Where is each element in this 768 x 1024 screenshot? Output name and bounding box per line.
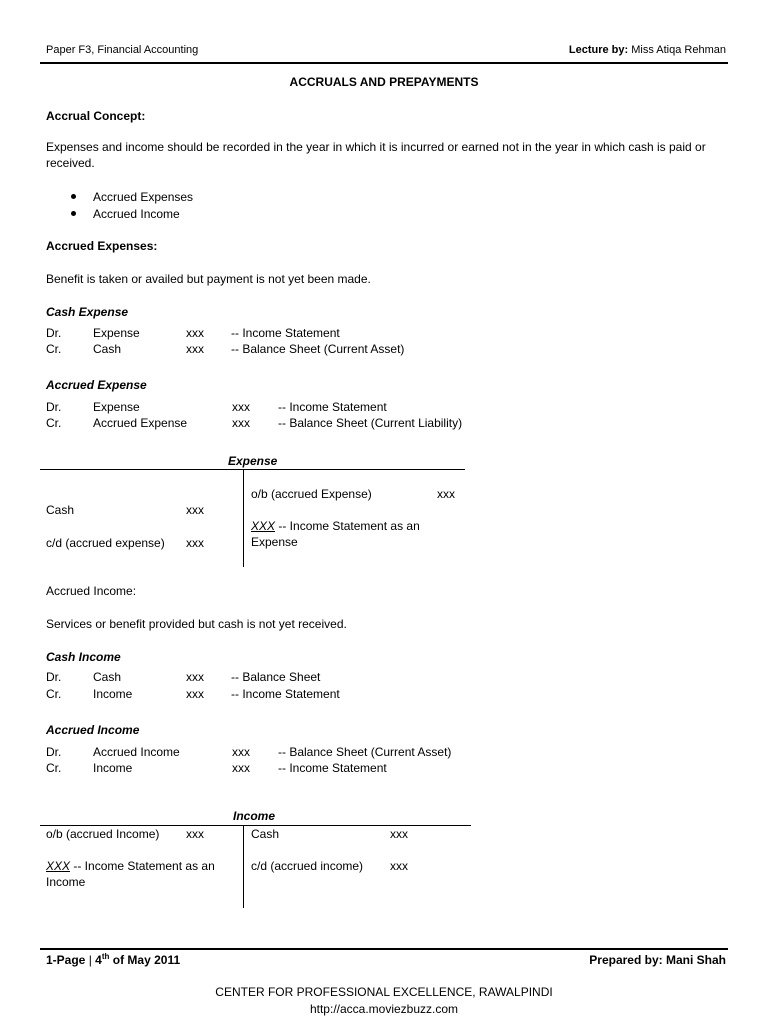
expense-t-divider: [243, 470, 244, 567]
bullet-item-accrued-expenses: Accrued Expenses: [93, 190, 194, 204]
entry-note: -- Income Statement: [278, 761, 387, 775]
date-day-suffix: th: [101, 952, 110, 961]
expense-t-cash-amount: xxx: [186, 503, 204, 517]
footer-url: http://acca.moviezbuzz.com: [309, 1002, 459, 1016]
expense-t-is-amount: XXX: [251, 519, 276, 533]
entry-account: Expense: [93, 326, 140, 340]
income-t-is-amount: XXX: [46, 859, 71, 873]
expense-t-cash-label: Cash: [46, 503, 75, 517]
entry-amount: xxx: [232, 416, 250, 430]
entry-side: Dr.: [46, 670, 62, 684]
income-t-cd-label: c/d (accrued income): [251, 859, 364, 873]
lecturer-name: Miss Atiqa Rehman: [631, 44, 726, 56]
entry-note: -- Balance Sheet (Current Asset): [231, 342, 405, 356]
accrual-concept-text: Expenses and income should be recorded in the year in which it is incurred or earned not in the year in which cash is paid or received.: [46, 140, 706, 170]
entry-account: Cash: [93, 670, 122, 684]
income-t-is-text: -- Income Statement as an Income: [46, 859, 215, 889]
expense-t-is-text: -- Income Statement as an Expense: [251, 519, 420, 549]
entry-note: -- Balance Sheet (Current Asset): [278, 745, 452, 759]
entry-side: Cr.: [46, 342, 62, 356]
entry-amount: xxx: [232, 761, 250, 775]
accrued-income-section-text: Services or benefit provided but cash is not yet received.: [46, 617, 347, 631]
page-separator: |: [88, 953, 92, 967]
entry-account: Income: [93, 761, 133, 775]
income-t-ob-label: o/b (accrued Income): [46, 827, 160, 841]
footer-institution: CENTER FOR PROFESSIONAL EXCELLENCE, RAWALPINDI: [215, 985, 553, 999]
bullet-icon: [71, 211, 76, 216]
income-t-divider: [243, 826, 244, 908]
entry-account: Accrued Expense: [93, 416, 188, 430]
entry-note: -- Balance Sheet (Current Liability): [278, 416, 463, 430]
accrued-expenses-heading: Accrued Expenses:: [46, 239, 158, 253]
income-t-cash-amount: xxx: [390, 827, 408, 841]
entry-note: -- Income Statement: [278, 400, 387, 414]
entry-side: Cr.: [46, 416, 62, 430]
entry-note: -- Income Statement: [231, 326, 340, 340]
accrued-expense-heading: Accrued Expense: [46, 378, 147, 392]
entry-amount: xxx: [186, 342, 204, 356]
entry-account: Income: [93, 687, 133, 701]
expense-t-top-rule: [40, 469, 465, 470]
entry-note: -- Income Statement: [231, 687, 340, 701]
expense-t-title: Expense: [228, 454, 278, 468]
entry-account: Cash: [93, 342, 122, 356]
entry-side: Cr.: [46, 761, 62, 775]
income-t-ob-amount: xxx: [186, 827, 204, 841]
income-t-cash-label: Cash: [251, 827, 280, 841]
expense-t-income-statement: [251, 518, 451, 550]
entry-account: Accrued Income: [93, 745, 180, 759]
prepared-label: Prepared by:: [589, 953, 663, 967]
lecturer-label: Lecture by:: [568, 44, 629, 56]
entry-amount: xxx: [232, 400, 250, 414]
bullet-item-accrued-income: Accrued Income: [93, 207, 180, 221]
bullet-icon: [71, 194, 76, 199]
accrued-income-section-heading: Accrued Income:: [46, 584, 137, 598]
expense-t-cd-label: c/d (accrued expense): [46, 536, 165, 550]
footer-page-info: [46, 952, 180, 968]
income-t-title: Income: [233, 809, 276, 823]
header-rule: [40, 62, 728, 64]
entry-amount: xxx: [186, 670, 204, 684]
date-rest: of May 2011: [112, 953, 181, 967]
page-number: 1-Page: [46, 953, 86, 967]
entry-amount: xxx: [186, 687, 204, 701]
accrued-expenses-text: Benefit is taken or availed but payment is not yet been made.: [46, 272, 371, 286]
date-day: 4: [95, 953, 102, 967]
entry-account: Expense: [93, 400, 140, 414]
expense-t-ob-amount: xxx: [437, 487, 455, 501]
entry-note: -- Balance Sheet: [231, 670, 321, 684]
prepared-name: Mani Shah: [665, 953, 726, 967]
entry-side: Dr.: [46, 400, 62, 414]
accrual-concept-heading: Accrual Concept:: [46, 109, 146, 123]
footer-rule: [40, 948, 728, 950]
entry-side: Cr.: [46, 687, 62, 701]
footer-prepared-by: [589, 952, 726, 968]
header-lecturer: [569, 42, 726, 58]
page-title: ACCRUALS AND PREPAYMENTS: [289, 75, 479, 89]
expense-t-ob-label: o/b (accrued Expense): [251, 487, 372, 501]
cash-income-heading: Cash Income: [46, 650, 121, 664]
income-t-cd-amount: xxx: [390, 859, 408, 873]
income-t-income-statement: [46, 858, 238, 890]
entry-side: Dr.: [46, 326, 62, 340]
header-paper-title: Paper F3, Financial Accounting: [46, 44, 199, 56]
cash-expense-heading: Cash Expense: [46, 305, 129, 319]
expense-t-cd-amount: xxx: [186, 536, 204, 550]
entry-amount: xxx: [186, 326, 204, 340]
entry-amount: xxx: [232, 745, 250, 759]
accrued-income-heading: Accrued Income: [46, 723, 140, 737]
entry-side: Dr.: [46, 745, 62, 759]
